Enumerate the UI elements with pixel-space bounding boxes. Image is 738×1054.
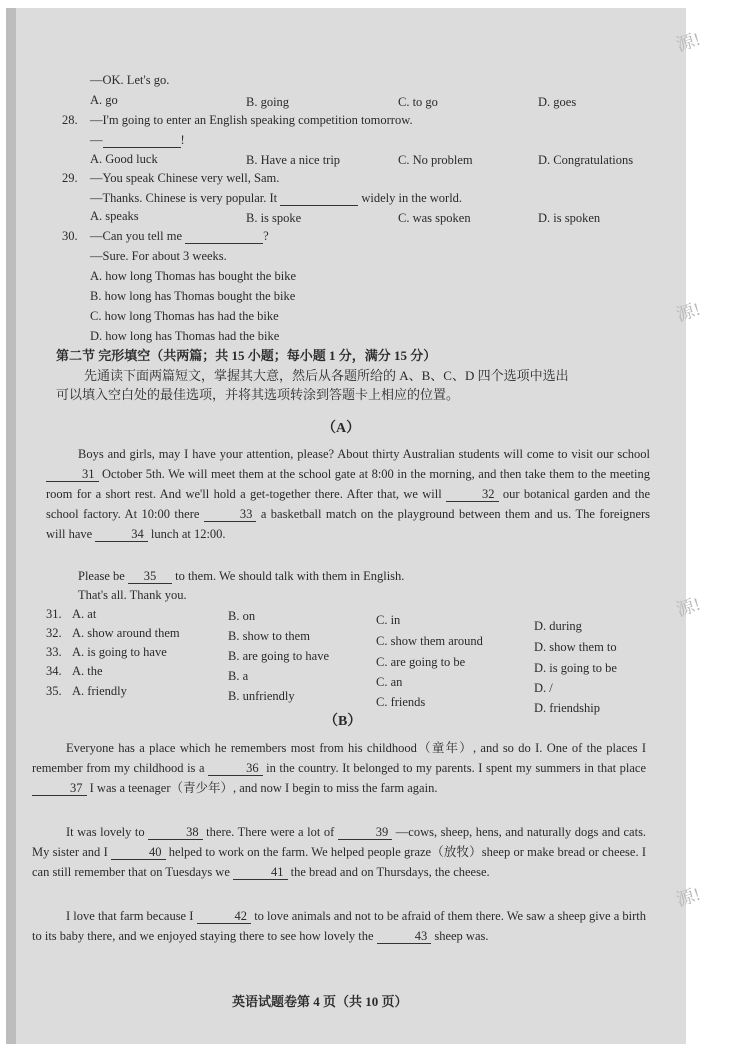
answer-33-number: 33. [46, 645, 62, 659]
text-segment: our botanical garden and the school factory. At 10:00 there [46, 487, 650, 521]
answer-34-a: A. the [72, 664, 103, 678]
answer-31-a: A. at [72, 607, 97, 621]
q30-line2: —Sure. For about 3 weeks. [90, 249, 227, 263]
blank-32: 32 [446, 487, 499, 502]
q29-number: 29. [62, 171, 78, 185]
answer-35-number: 35. [46, 684, 62, 698]
watermark: 源! [673, 593, 703, 621]
answer-34-c: C. an [376, 675, 403, 689]
q30-option-a: A. how long Thomas has bought the bike [90, 269, 296, 283]
q29-option-c: C. was spoken [398, 211, 471, 225]
passage-a-paragraph-3: That's all. Thank you. [78, 588, 187, 602]
q29-option-b: B. is spoke [246, 211, 302, 225]
answer-31-number: 31. [46, 607, 62, 621]
answer-35-b: B. unfriendly [228, 689, 295, 703]
answer-31-b: B. on [228, 609, 256, 623]
section-instructions-line1: 先通读下面两篇短文，掌握其大意，然后从各题所给的 A、B、C、D 四个选项中选出 [84, 368, 569, 383]
text-segment: the bread and on Thursdays, the cheese. [290, 865, 490, 879]
answer-35-c: C. friends [376, 695, 426, 709]
passage-a-label: （A） [322, 421, 361, 436]
q28-line1: —I'm going to enter an English speaking competition tomorrow. [90, 113, 413, 127]
q27-option-c: C. to go [398, 95, 438, 109]
section-title: 第二节 完形填空（共两篇；共 15 小题；每小题 1 分，满分 15 分） [56, 348, 437, 363]
watermark: 源! [673, 883, 703, 911]
q27-option-a: A. go [90, 93, 118, 107]
answer-34-b: B. a [228, 669, 249, 683]
text-segment: helped to work on the farm. We helped people graze（放牧）sheep or make bread or cheese. I can still remember that on Tuesdays we [32, 845, 647, 879]
answer-32-a: A. show around them [72, 626, 180, 640]
blank-31: 31 [46, 467, 99, 482]
passage-a-paragraph-2 [78, 568, 404, 584]
blank-41: 41 [233, 865, 288, 880]
q29-line1: —You speak Chinese very well, Sam. [90, 171, 280, 185]
passage-b-label: （B） [324, 714, 362, 729]
passage-b-paragraph-1 [32, 738, 646, 798]
text-segment: It was lovely to [66, 825, 145, 839]
q30-option-d: D. how long has Thomas had the bike [90, 329, 280, 343]
answer-blank [185, 229, 263, 244]
q28-line2-prefix: — [90, 133, 103, 147]
q29-line2 [90, 190, 462, 206]
q30-line1-prefix: —Can you tell me [90, 229, 182, 243]
passage-a-paragraph-1 [46, 444, 650, 544]
q30-line1 [90, 228, 269, 244]
answer-33-b: B. are going to have [228, 649, 330, 663]
watermark: 源! [673, 298, 703, 326]
q27-option-b: B. going [246, 95, 290, 109]
exam-page [6, 8, 703, 1044]
text-segment: sheep was. [434, 929, 489, 943]
q27-option-d: D. goes [538, 95, 577, 109]
q28-line2-suffix: ! [180, 133, 185, 147]
text-segment: Boys and girls, may I have your attention, please? About thirty Australian students will come to visit our school [78, 447, 650, 461]
text-segment: Everyone has a place which he remembers most from his childhood（童年）, and so do I. One of the places I remember from my childhood is a [32, 741, 646, 775]
answer-33-a: A. is going to have [72, 645, 167, 659]
blank-38: 38 [148, 825, 203, 840]
passage-b-paragraph-2 [32, 822, 646, 882]
q30-option-c: C. how long Thomas has had the bike [90, 309, 279, 323]
answer-35-a: A. friendly [72, 684, 127, 698]
q28-option-a: A. Good luck [90, 152, 158, 166]
q27-dialogue-line: —OK. Let's go. [90, 73, 170, 87]
answer-33-c: C. are going to be [376, 655, 466, 669]
passage-b-paragraph-3 [32, 906, 646, 946]
answer-31-d: D. during [534, 619, 582, 633]
answer-blank [103, 133, 181, 148]
text-segment: I love that farm because I [66, 909, 194, 923]
text-segment: Please be [78, 569, 125, 583]
text-segment: there. There were a lot of [206, 825, 335, 839]
answer-31-c: C. in [376, 613, 401, 627]
text-segment: lunch at 12:00. [150, 527, 226, 541]
answer-34-d: D. / [534, 681, 553, 695]
answer-32-c: C. show them around [376, 634, 483, 648]
q28-option-d: D. Congratulations [538, 153, 634, 167]
page-binding-edge [6, 8, 16, 1044]
blank-43: 43 [377, 929, 432, 944]
q28-number: 28. [62, 113, 78, 127]
answer-32-d: D. show them to [534, 640, 617, 654]
blank-39: 39 [338, 825, 393, 840]
page-footer: 英语试题卷第 4 页（共 10 页） [232, 994, 408, 1009]
text-segment: —cows, sheep, hens, and naturally dogs and cats. My sister and I [32, 825, 647, 859]
q29-line2-suffix: widely in the world. [361, 191, 463, 205]
q28-line2 [90, 132, 185, 148]
q30-option-b: B. how long has Thomas bought the bike [90, 289, 296, 303]
answer-32-b: B. show to them [228, 629, 310, 643]
text-segment: I was a teenager（青少年）, and now I begin to miss the farm again. [89, 781, 438, 795]
text-segment: a basketball match on the playground between them and us. The foreigners will have [46, 507, 651, 541]
text-segment: in the country. It belonged to my parents. I spent my summers in that place [266, 761, 647, 775]
blank-37: 37 [32, 781, 87, 796]
blank-33: 33 [204, 507, 257, 522]
q29-option-d: D. is spoken [538, 211, 601, 225]
q28-option-b: B. Have a nice trip [246, 153, 341, 167]
answer-33-d: D. is going to be [534, 661, 617, 675]
text-segment: to love animals and not to be afraid of them there. We saw a sheep give a birth to its baby there, and we enjoyed staying there to see how lovely the [32, 909, 647, 943]
answer-34-number: 34. [46, 664, 62, 678]
answer-35-d: D. friendship [534, 701, 600, 715]
section-instructions-line2: 可以填入空白处的最佳选项，并将其选项转涂到答题卡上相应的位置。 [56, 387, 460, 402]
blank-42: 42 [197, 909, 252, 924]
q30-number: 30. [62, 229, 78, 243]
q29-option-a: A. speaks [90, 209, 139, 223]
text-segment: to them. We should talk with them in English. [175, 569, 405, 583]
q30-line1-suffix: ? [263, 229, 269, 243]
q29-line2-prefix: —Thanks. Chinese is very popular. It [90, 191, 278, 205]
blank-40: 40 [111, 845, 166, 860]
blank-35: 35 [128, 569, 172, 584]
q28-option-c: C. No problem [398, 153, 473, 167]
watermark: 源! [673, 28, 703, 56]
text-segment: October 5th. We will meet them at the school gate at 8:00 in the morning, and then take them to the meeting room for a short rest. And we'll hold a get-together there. After that, we will [46, 467, 650, 501]
blank-34: 34 [95, 527, 148, 542]
answer-32-number: 32. [46, 626, 62, 640]
blank-36: 36 [208, 761, 263, 776]
answer-blank [280, 191, 358, 206]
